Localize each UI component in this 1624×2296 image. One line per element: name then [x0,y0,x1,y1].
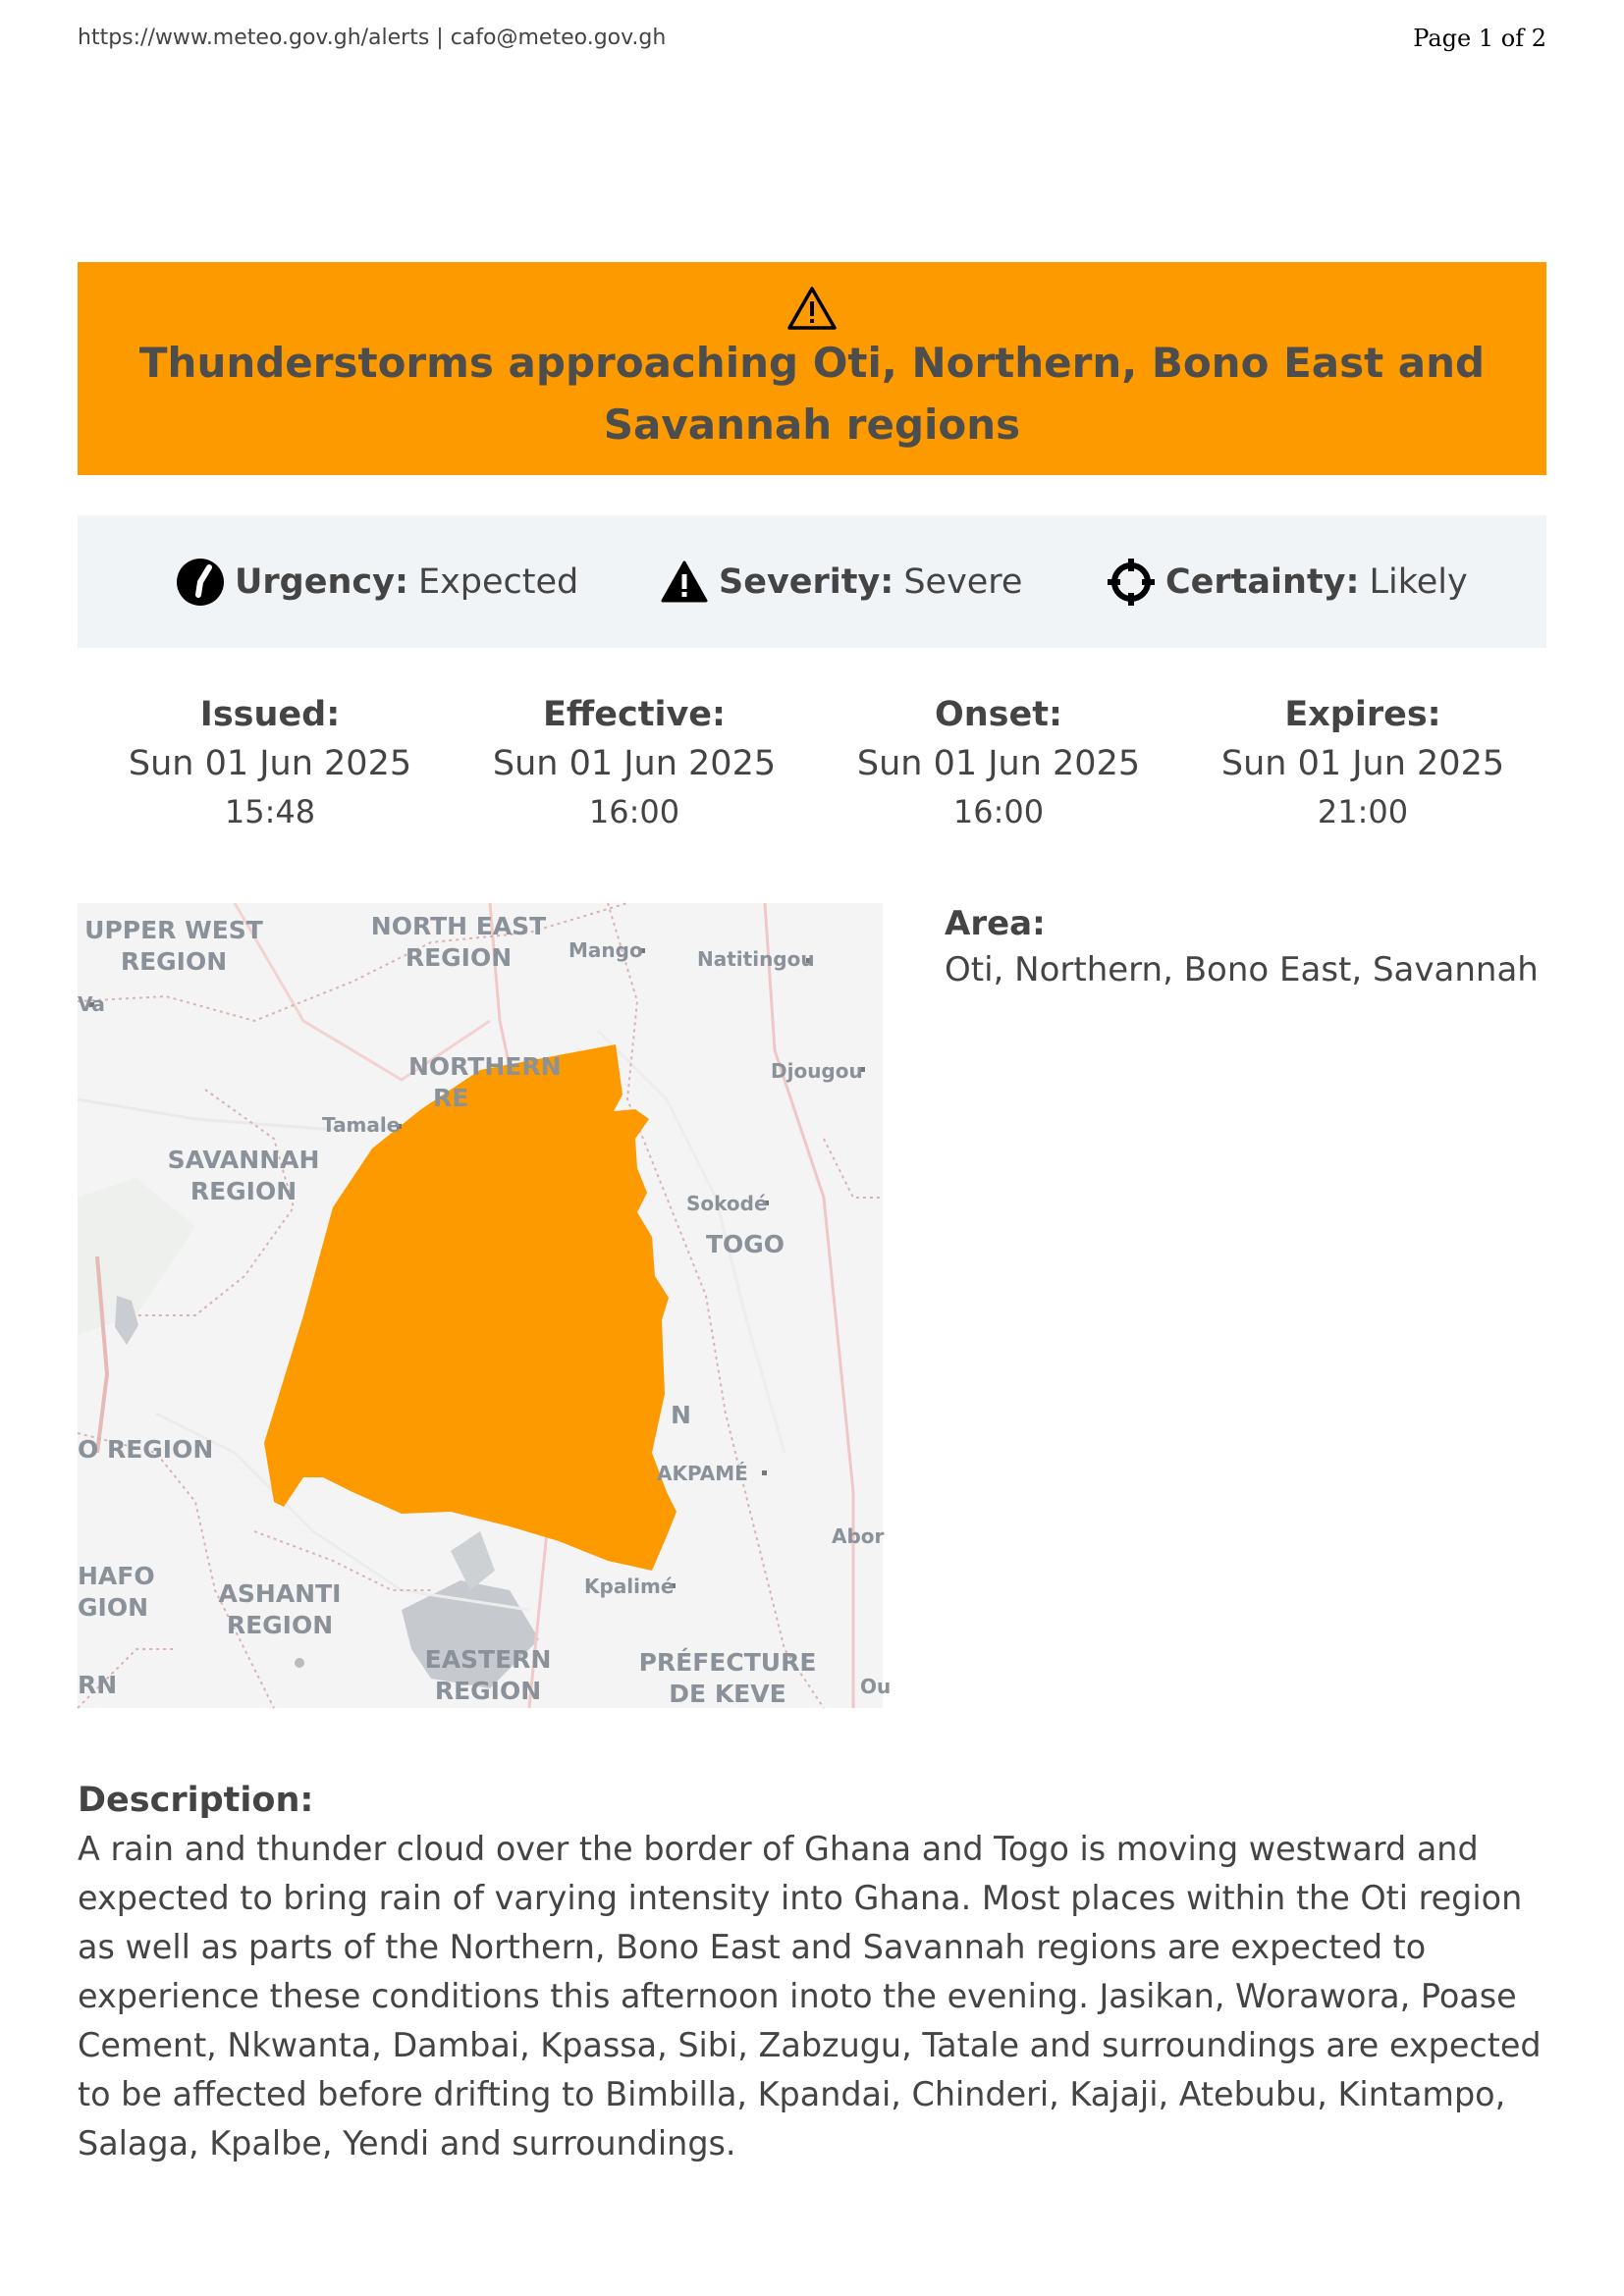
expires-label: Expires: [1284,695,1441,734]
map-label-northern-region: RE [433,1084,469,1112]
issued-block [123,690,417,835]
map-label-akpame: AKPAMÉ [657,1462,748,1485]
map-label-northern: NORTHERN [408,1052,562,1081]
severity-value: Severe [903,562,1023,602]
effective-date: Sun 01 Jun 2025 [492,744,777,783]
onset-label: Onset: [935,695,1062,734]
map-label-gion: GION [78,1593,148,1622]
map-label-eastern-region: REGION [434,1677,542,1705]
map-label-va: Va [78,992,105,1016]
map-label-tamale: Tamale [322,1113,401,1137]
map-label-ashanti: ASHANTI [218,1579,342,1608]
effective-label: Effective: [542,695,727,734]
map-label-savannah: SAVANNAH [167,1146,320,1174]
map-label-sokode: Sokodé [686,1192,768,1215]
classification-bar [78,515,1546,648]
map-label-abor: Abor [832,1524,885,1548]
expires-time: 21:00 [1317,793,1409,830]
effective-time: 16:00 [588,793,680,830]
map-label-natitingou: Natitingou [697,947,815,971]
map-label-upper-west-region: REGION [120,947,228,976]
certainty-label: Certainty: [1165,562,1360,602]
map-label-kpalime: Kpalimé [584,1575,675,1598]
issued-time: 15:48 [224,793,316,830]
map-label-djougou: Djougou [771,1059,863,1083]
urgency-label: Urgency: [235,562,408,602]
issued-date: Sun 01 Jun 2025 [128,744,412,783]
header-url-line: https://www.meteo.gov.gh/alerts | cafo@meteo.gov.gh [78,26,667,50]
map-label-ashanti-region: REGION [226,1611,334,1639]
town-marker [762,1470,767,1475]
page-indicator: Page 1 of 2 [1413,25,1546,52]
map-label-north-east: NORTH EAST [370,912,547,940]
map-label-rn: RN [78,1671,118,1699]
map-label-upper-west: UPPER WEST [84,916,263,944]
area-value: Oti, Northern, Bono East, Savannah [945,950,1539,989]
alert-area-map [78,903,892,1708]
severity-label: Severity: [719,562,894,602]
map-label-o-region: O REGION [78,1435,214,1464]
map-label-mango: Mango [568,938,643,962]
description-label: Description: [78,1781,314,1820]
certainty-value: Likely [1369,562,1468,602]
map-label-de-keve: DE KEVE [669,1680,786,1708]
alert-banner [78,262,1546,475]
map-label-eastern: EASTERN [424,1645,552,1674]
map-label-hafo: HAFO [78,1562,155,1590]
crosshair-icon [1107,558,1156,607]
town-marker [295,1658,304,1668]
expires-date: Sun 01 Jun 2025 [1220,744,1505,783]
map-label-togo: TOGO [705,1230,785,1258]
map-label-north-east-region: REGION [405,943,513,972]
onset-date: Sun 01 Jun 2025 [856,744,1141,783]
area-label: Area: [945,904,1046,943]
clock-icon [176,558,225,607]
description-text: A rain and thunder cloud over the border of Ghana and Togo is moving westward and expected to bring rain of varying intensity into Ghana. Most places within the Oti region as well as parts of the Northern, Bono East and Savannah regions are expected to experience these conditions this afternoon inoto the evening. Jasikan, Worawora, Poase Cement, Nkwanta, Dambai, Kpassa, Sibi, Zabzugu, Tatale and surroundings are expected to be affected before drifting to Bimbilla, Kpandai, Chinderi, Kajaji, Atebubu, Kintampo, Salaga, Kpalbe, Yendi and surroundings. [78,1830,1542,2163]
map-label-savannah-region: REGION [189,1177,298,1205]
alert-title: Thunderstorms approaching Oti, Northern, Bono East and Savannah regions [138,339,1486,449]
effective-block [487,690,782,835]
map-label-ou: Ou [860,1675,892,1698]
map-label-prefecture: PRÉFECTURE [638,1648,817,1677]
severity-item [660,558,1022,607]
onset-block [851,690,1146,835]
warning-triangle-icon [786,286,838,331]
urgency-item [176,558,578,607]
warning-icon [660,558,709,607]
urgency-value: Expected [417,562,579,602]
issued-label: Issued: [199,695,341,734]
map-label-n-fragment: N [671,1401,691,1429]
onset-time: 16:00 [952,793,1045,830]
certainty-item [1107,558,1468,607]
expires-block [1216,690,1510,835]
